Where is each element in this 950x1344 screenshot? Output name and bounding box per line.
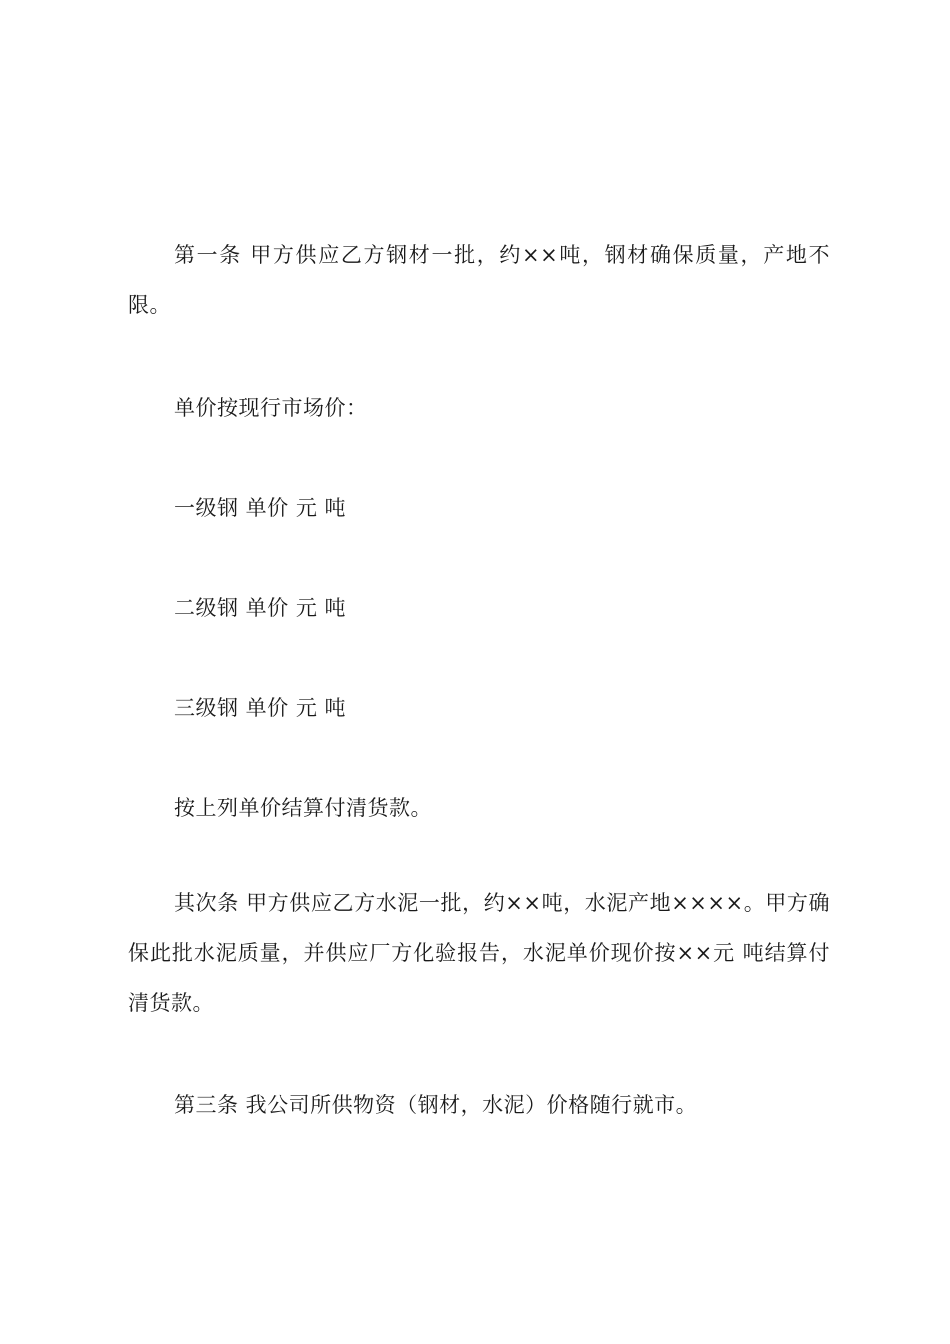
settlement-note: 按上列单价结算付清货款。 xyxy=(174,796,432,820)
clause-3-pricing: 第三条 我公司所供物资（钢材，水泥）价格随行就市。 xyxy=(174,1093,698,1117)
price-line-grade-2: 二级钢 单价 元 吨 xyxy=(174,596,347,620)
clause-2-cement-supply: 其次条 甲方供应乙方水泥一批，约××吨，水泥产地××××。甲方确保此批水泥质量，并供应厂方化验报告，水泥单价现价按××元 吨结算付清货款。 xyxy=(128,891,830,1015)
unit-price-intro: 单价按现行市场价： xyxy=(174,396,368,420)
price-line-grade-1: 一级钢 单价 元 吨 xyxy=(174,496,347,520)
price-line-grade-3: 三级钢 单价 元 吨 xyxy=(174,696,347,720)
clause-1-steel-supply: 第一条 甲方供应乙方钢材一批，约××吨，钢材确保质量，产地不限。 xyxy=(128,243,830,317)
